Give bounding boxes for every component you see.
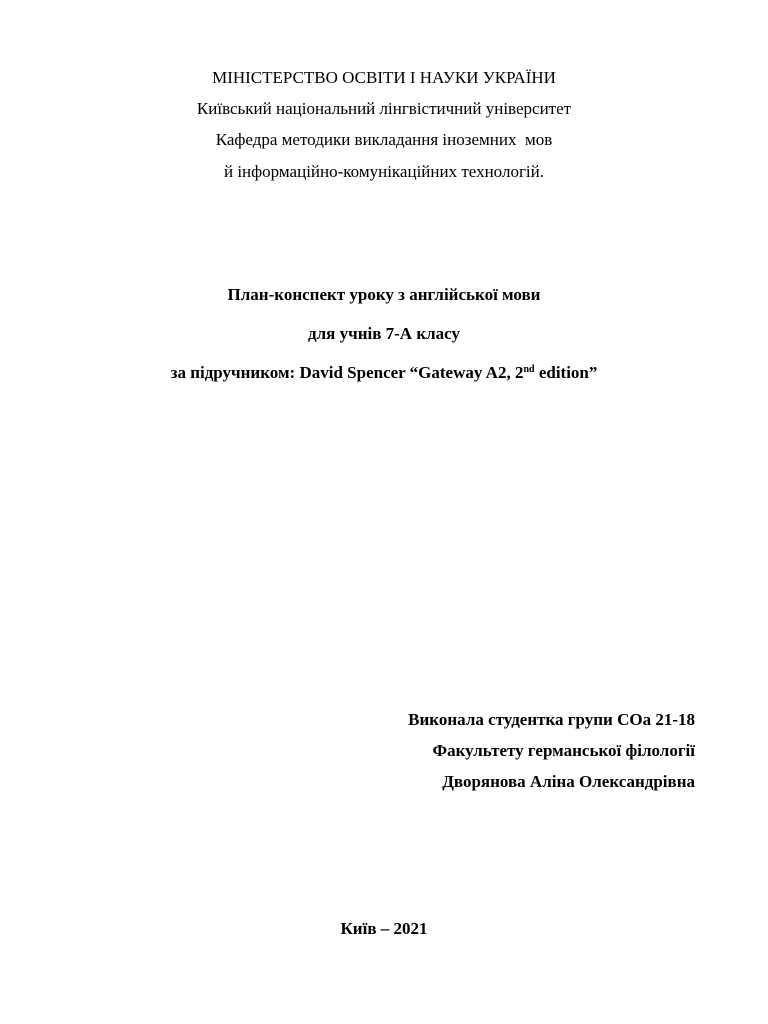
- author-name-line: Дворянова Аліна Олександрівна: [442, 772, 695, 791]
- author-group-line: Виконала студентка групи СОа 21-18: [408, 710, 695, 729]
- textbook-line-prefix: за підручником: David Spencer “Gateway A2, 2: [170, 363, 524, 382]
- target-class-line: для учнів 7-А класу: [308, 324, 460, 343]
- lesson-plan-title: План-конспект уроку з англійської мови: [227, 285, 541, 304]
- city-year: Київ – 2021: [340, 919, 428, 938]
- ministry-heading: МІНІСТЕРСТВО ОСВІТИ І НАУКИ УКРАЇНИ: [212, 68, 556, 87]
- author-faculty-line: Факультету германської філології: [432, 741, 695, 760]
- textbook-line-suffix: edition”: [534, 363, 598, 382]
- university-name: Київський національний лінгвістичний університет: [196, 99, 572, 118]
- department-line-1: Кафедра методики викладання іноземних мов: [215, 130, 553, 149]
- department-line-2: й інформаційно-комунікаційних технологій.: [223, 162, 544, 181]
- textbook-edition-ordinal: nd: [523, 364, 535, 375]
- textbook-line: [0, 362, 768, 384]
